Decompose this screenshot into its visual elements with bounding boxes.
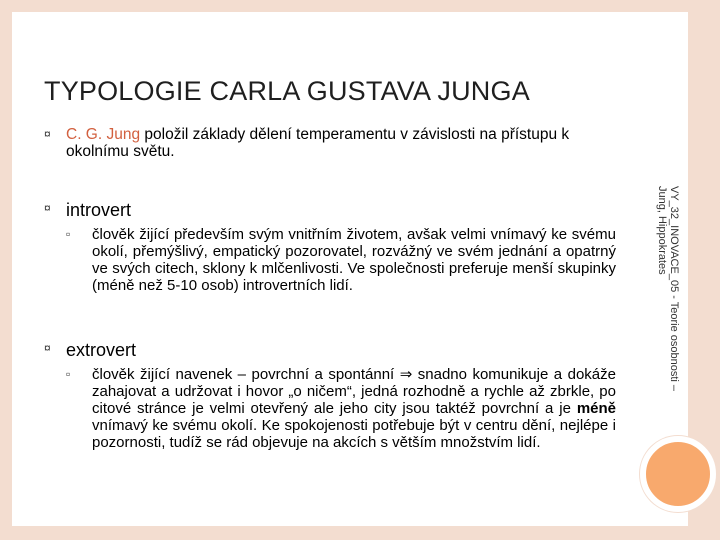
slide-title: TYPOLOGIE CARLA GUSTAVA JUNGA: [44, 76, 530, 106]
frame-bottom: [0, 526, 720, 540]
bullet-icon: ¤: [44, 127, 51, 141]
extrovert-text-bold: méně: [576, 400, 616, 417]
decorative-circle: [640, 436, 716, 512]
sub-bullet-icon: ▫: [66, 227, 71, 241]
bullet-icon: ¤: [44, 341, 51, 355]
sidebar-caption: VY_32_INOVACE_05 - Teorie osobnosti – Jung, Hippokrates: [656, 186, 680, 392]
introvert-heading: introvert: [66, 200, 132, 220]
extrovert-text-1: člověk žijící navenek – povrchní a spontánní ⇒ snadno komunikuje a dokáže zahajovat a udržovat i hovor „o ničem“, jedná rozhodně a rychle až zbrkle, po citové stránce je velmi otevřený ale jeho city jsou taktéž povrchní a je: [92, 366, 616, 417]
introvert-text: člověk žijící především svým vnitřním životem, avšak velmi vnímavý ke svému okolí, přemýšlivý, empatický pozorovatel, rozvážný ve svém jednání a opatrný ve svých citech, sklony k mlčenlivosti. Ve společnosti preferuje menší skupinky (méně než 5-10 osob) introvertních lidí.: [92, 226, 616, 294]
frame-top: [0, 0, 720, 12]
sub-bullet-icon: ▫: [66, 367, 71, 381]
intro-rest: položil základy dělení temperamentu v závislosti na přístupu k okolnímu světu.: [66, 126, 570, 160]
jung-name: C. G. Jung: [66, 126, 141, 143]
extrovert-heading: extrovert: [66, 340, 137, 360]
bullet-icon: ¤: [44, 201, 51, 215]
frame-left: [0, 0, 12, 540]
extrovert-text: [92, 366, 616, 451]
extrovert-text-2: vnímavý ke svému okolí. Ke spokojenosti potřebuje být v centru dění, nejlépe i pozornosti, tudíž se rád objevuje na akcích s větším množstvím lidí.: [92, 417, 616, 451]
intro-text: [66, 126, 616, 160]
